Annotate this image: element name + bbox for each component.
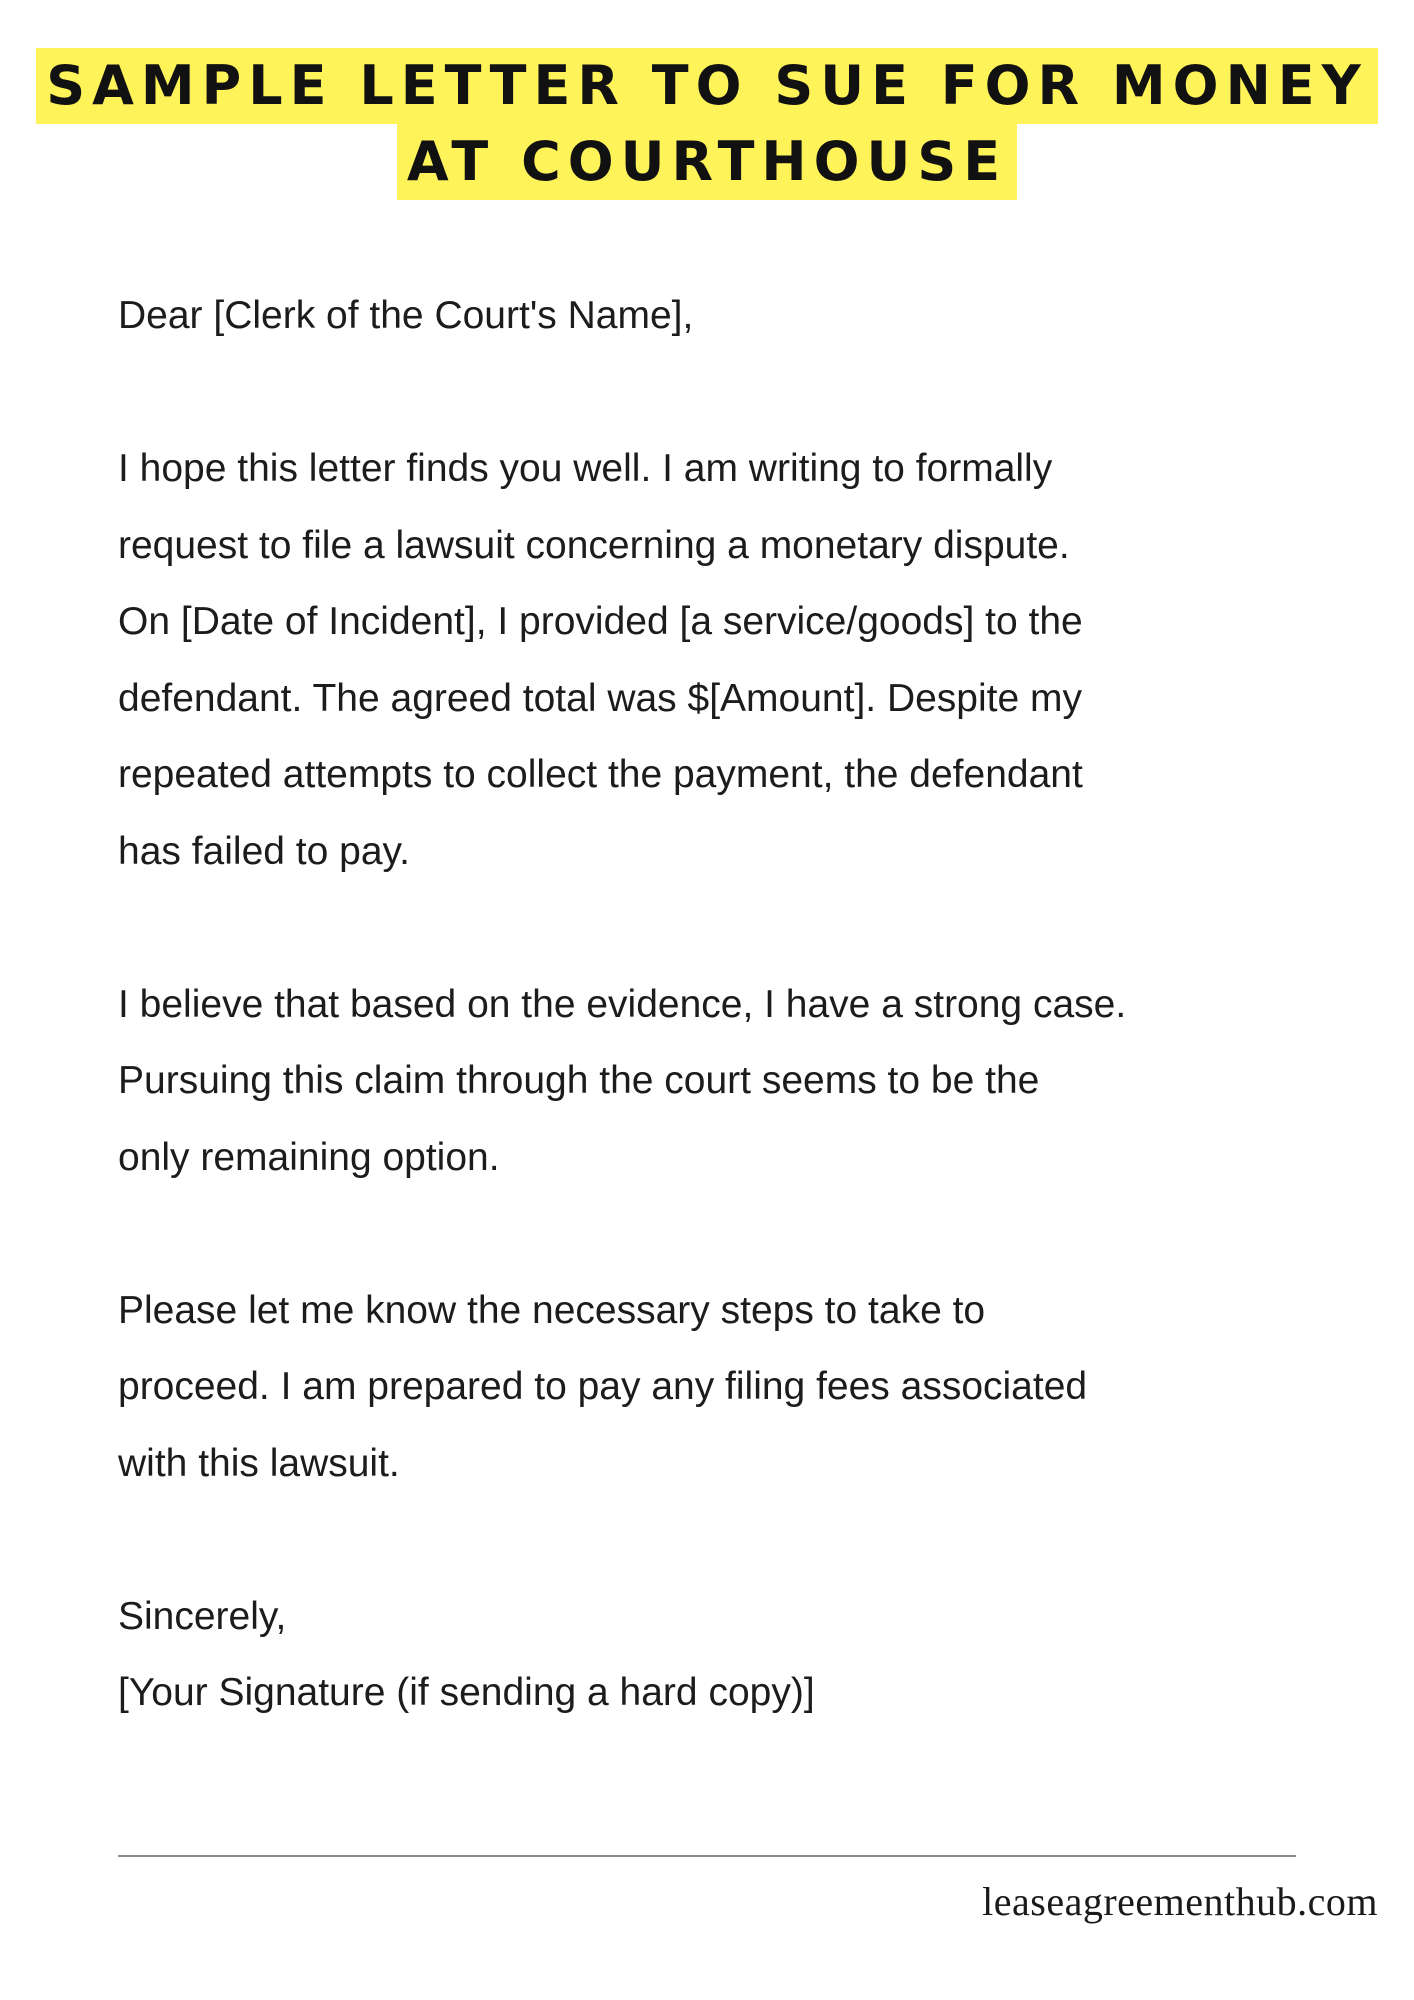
paragraph-1-line: request to file a lawsuit concerning a monetary dispute. [118, 523, 1070, 567]
document-title [0, 48, 1414, 200]
closing: Sincerely, [118, 1594, 287, 1638]
title-line-2: AT COURTHOUSE [397, 124, 1017, 200]
paragraph-1-line: repeated attempts to collect the payment, the defendant [118, 753, 1083, 796]
paragraph-3 [118, 1273, 1348, 1503]
paragraph-1-line: On [Date of Incident], I provided [a service/goods] to the [118, 600, 1083, 643]
paragraph-gap [118, 1502, 1348, 1579]
paragraph-2 [118, 967, 1348, 1197]
paragraph-1-line: I hope this letter finds you well. I am writing to formally [118, 447, 1053, 490]
title-line-1: SAMPLE LETTER TO SUE FOR MONEY [36, 48, 1378, 124]
paragraph-2-line: only remaining option. [118, 1135, 500, 1179]
salutation: Dear [Clerk of the Court's Name], [118, 294, 694, 337]
paragraph-3-line: with this lawsuit. [118, 1441, 400, 1485]
letter-body [118, 278, 1348, 1732]
paragraph-1 [118, 431, 1348, 890]
paragraph-2-line: Pursuing this claim through the court seems to be the [118, 1059, 1040, 1102]
paragraph-gap [118, 1196, 1348, 1273]
paragraph-1-line: defendant. The agreed total was $[Amount]. Despite my [118, 676, 1083, 720]
paragraph-3-line: proceed. I am prepared to pay any filing fees associated [118, 1365, 1088, 1408]
paragraph-2-line: I believe that based on the evidence, I have a strong case. [118, 982, 1127, 1026]
site-name: leaseagreementhub.com [982, 1879, 1378, 1924]
paragraph-gap [118, 355, 1348, 432]
footer-divider [118, 1855, 1296, 1857]
paragraph-gap [118, 890, 1348, 967]
paragraph-3-line: Please let me know the necessary steps to take to [118, 1288, 986, 1332]
paragraph-1-line: has failed to pay. [118, 829, 410, 873]
signature-placeholder: [Your Signature (if sending a hard copy)] [118, 1671, 815, 1714]
